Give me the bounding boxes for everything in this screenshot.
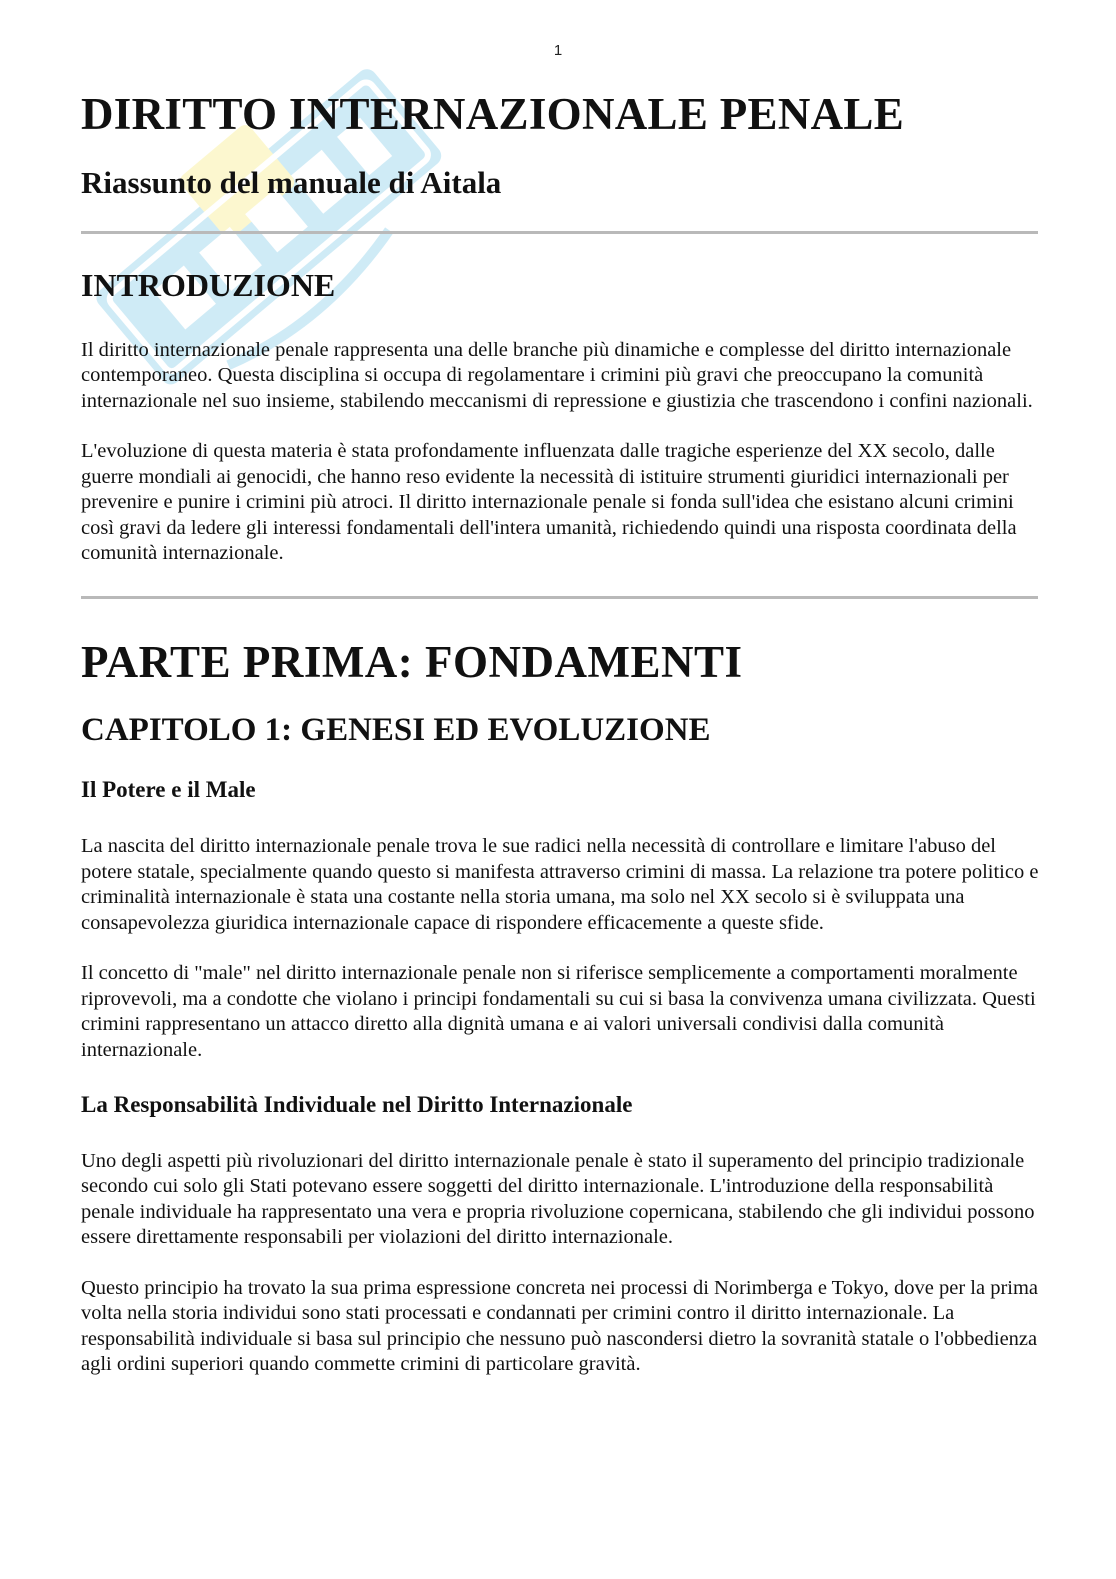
divider	[81, 231, 1038, 234]
document-title: DIRITTO INTERNAZIONALE PENALE	[81, 89, 905, 139]
document-content	[81, 86, 1041, 1378]
chapter-heading: CAPITOLO 1: GENESI ED EVOLUZIONE	[81, 711, 711, 748]
divider	[81, 596, 1038, 599]
section-paragraph: Uno degli aspetti più rivoluzionari del diritto internazionale penale è stato il superamento del principio tradizionale secondo cui solo gli Stati potevano essere soggetti del diritto internazionale. L'introduzione della responsabilità penale individuale ha rappresentato una vera e propria rivoluzione copernicana, stabilendo che gli individui possono essere direttamente responsabili per violazioni del diritto internazionale.	[81, 1149, 1035, 1249]
document-subtitle: Riassunto del manuale di Aitala	[81, 165, 502, 201]
introduction-paragraph: L'evoluzione di questa materia è stata profondamente influenzata dalle tragiche esperienze del XX secolo, dalle guerre mondiali ai genocidi, che hanno reso evidente la necessità di istituire strumenti giuridici internazionali per prevenire e punire i crimini più atroci. Il diritto internazionale penale si fonda sull'idea che esistano alcuni crimini così gravi da ledere gli interessi fondamentali dell'intera umanità, richiedendo quindi una risposta coordinata della comunità internazionale.	[81, 440, 1017, 565]
introduction-paragraph: Il diritto internazionale penale rappresenta una delle branche più dinamiche e complesse del diritto internazionale contemporaneo. Questa disciplina si occupa di regolamentare i crimini più gravi che preoccupano la comunità internazionale nel suo insieme, stabilendo meccanismi di repressione e giustizia che trascendono i confini nazionali.	[81, 338, 1033, 412]
section-paragraph: Questo principio ha trovato la sua prima espressione concreta nei processi di Norimberga e Tokyo, dove per la prima volta nella storia individui sono stati processati e condannati per crimini contro il diritto internazionale. La responsabilità individuale si basa sul principio che nessuno può nascondersi dietro la sovranità statale o l'obbedienza agli ordini superiori quando commette crimini di particolare gravità.	[81, 1276, 1039, 1376]
introduction-heading: INTRODUZIONE	[81, 267, 336, 304]
page-number: 1	[553, 42, 563, 59]
part-heading: PARTE PRIMA: FONDAMENTI	[81, 636, 743, 687]
section-heading: La Responsabilità Individuale nel Diritto Internazionale	[81, 1092, 633, 1118]
section-paragraph: La nascita del diritto internazionale penale trova le sue radici nella necessità di controllare e limitare l'abuso del potere statale, specialmente quando questo si manifesta attraverso crimini di massa. La relazione tra potere politico e criminalità internazionale è stata una costante nella storia umana, ma solo nel XX secolo si è sviluppata una consapevolezza giuridica internazionale capace di rispondere efficacemente a queste sfide.	[81, 835, 1039, 934]
section-paragraph: Il concetto di "male" nel diritto internazionale penale non si riferisce semplicemente a comportamenti moralmente riprovevoli, ma a condotte che violano i principi fondamentali su cui si basa la convivenza umana civilizzata. Questi crimini rappresentano un attacco diretto alla dignità umana e ai valori universali condivisi dalla comunità internazionale.	[81, 962, 1036, 1061]
section-heading: Il Potere e il Male	[81, 777, 256, 803]
